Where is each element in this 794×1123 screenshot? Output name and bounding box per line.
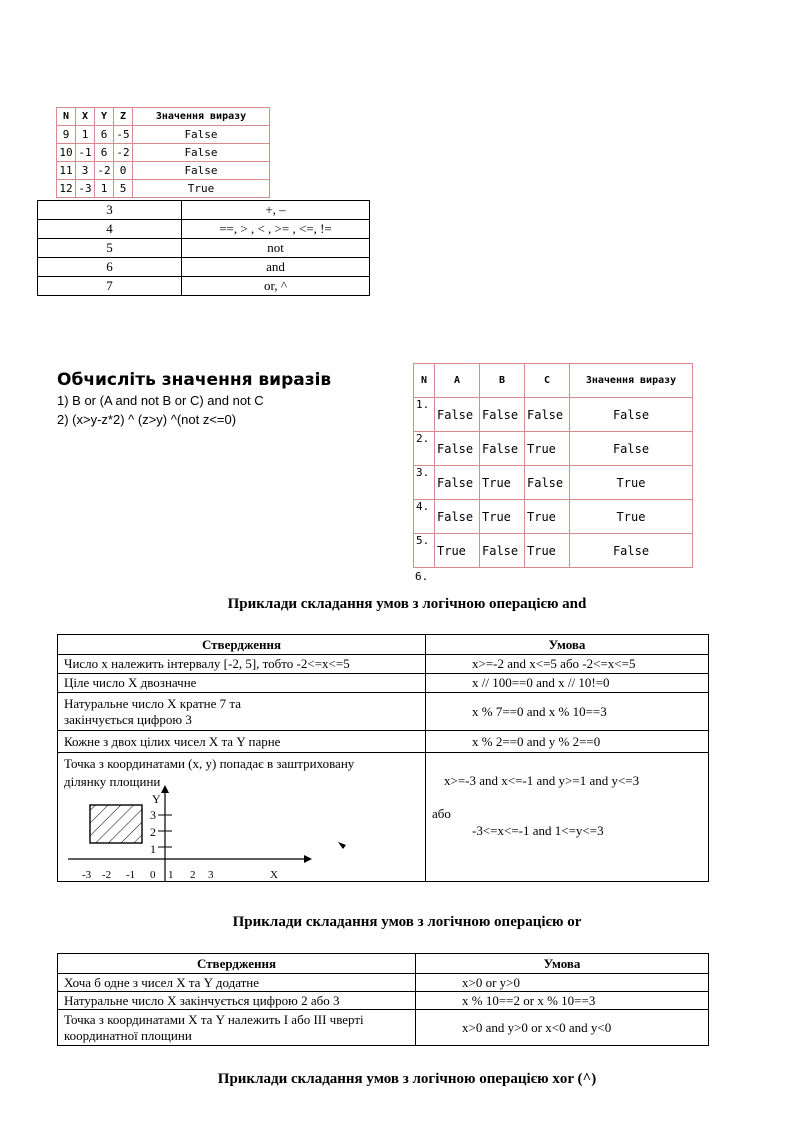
condition-cell: x % 7==0 and x % 10==3 — [426, 693, 709, 731]
x-tick-label: 3 — [208, 869, 214, 881]
x-tick-label: 0 — [150, 869, 156, 881]
table-header-row — [414, 364, 693, 398]
statement-cell: Ціле число X двозначне — [58, 674, 426, 693]
header-c: C — [525, 364, 570, 398]
statement-cell: Натуральне число X закінчується цифрою 2 або 3 — [58, 992, 416, 1010]
or-word: або — [432, 806, 451, 821]
statement-cell: Число x належить інтервалу [-2, 5], тобто -2<=x<=5 — [58, 655, 426, 674]
y-axis-arrow — [161, 785, 169, 793]
cell: 10 — [57, 144, 76, 162]
header-condition: Умова — [416, 954, 709, 974]
cell: True — [525, 432, 570, 466]
cell: False — [570, 432, 693, 466]
expression-1: 1) B or (A and not B or C) and not C — [57, 393, 264, 408]
header-z: Z — [114, 108, 133, 126]
condition-cell: x // 100==0 and x // 10!=0 — [426, 674, 709, 693]
condition-cell: x>0 or y>0 — [416, 974, 709, 992]
cell: False — [480, 398, 525, 432]
priority-level: 6 — [38, 258, 182, 277]
condition-cell-graph — [426, 753, 709, 882]
table-row — [38, 277, 370, 296]
cell: True — [133, 180, 270, 198]
cell: False — [133, 162, 270, 180]
x-tick-label: 1 — [168, 869, 174, 881]
statement-cell-graph — [58, 753, 426, 882]
statement-text: Точка з координатами (x, y) попадає в заштриховану ділянку площини — [64, 756, 355, 789]
cell: False — [570, 534, 693, 568]
table-row — [57, 180, 270, 198]
condition-cell: x % 10==2 or x % 10==3 — [416, 992, 709, 1010]
condition-cell: x>0 and y>0 or x<0 and y<0 — [416, 1010, 709, 1046]
header-x: X — [76, 108, 95, 126]
cell: True — [570, 466, 693, 500]
x-tick-label: -3 — [82, 869, 92, 881]
calc-heading: Обчисліть значення виразів — [57, 370, 332, 390]
table-header-row — [58, 954, 709, 974]
priority-level: 5 — [38, 239, 182, 258]
coordinate-plane-diagram — [58, 753, 426, 881]
y-axis-label: Y — [152, 792, 161, 806]
x-tick-label: -2 — [102, 869, 112, 881]
cell: 0 — [114, 162, 133, 180]
priority-level: 4 — [38, 220, 182, 239]
operators: or, ^ — [182, 277, 370, 296]
hatched-region — [90, 805, 142, 843]
statement-cell: Точка з координатами X та Y належить I або III чверті координатної площини — [58, 1010, 416, 1046]
expression-2: 2) (x>y-z*2) ^ (z>y) ^(not z<=0) — [57, 412, 237, 427]
operator-priority-table — [37, 200, 370, 296]
y-tick-label: 2 — [150, 825, 156, 839]
cell: True — [480, 500, 525, 534]
table-row — [58, 974, 709, 992]
cell: False — [435, 466, 480, 500]
cursor-arrow — [338, 842, 346, 849]
truth-table-xyz — [56, 107, 270, 198]
table-row — [58, 674, 709, 693]
cell: 9 — [57, 126, 76, 144]
header-condition: Умова — [426, 635, 709, 655]
xor-section-title: Приклади складання умов з логічною операцією xor (^) — [217, 1071, 597, 1087]
cell: False — [133, 126, 270, 144]
cell: -2 — [95, 162, 114, 180]
header-statement: Ствердження — [58, 954, 416, 974]
condition-cell: x % 2==0 and y % 2==0 — [426, 731, 709, 753]
cell: False — [133, 144, 270, 162]
header-b: B — [480, 364, 525, 398]
statement-cell — [58, 693, 426, 731]
table-row — [414, 398, 693, 432]
condition-text: -3<=x<=-1 and 1<=y<=3 — [472, 823, 604, 838]
cell: 3 — [76, 162, 95, 180]
cell: 5. — [414, 534, 435, 568]
table-row — [58, 693, 709, 731]
table-row — [38, 201, 370, 220]
cell: -3 — [76, 180, 95, 198]
cell: 1 — [76, 126, 95, 144]
cell: False — [480, 432, 525, 466]
condition-text: x>=-3 and x<=-1 and y>=1 and y<=3 — [444, 773, 640, 788]
table-row — [58, 753, 709, 882]
statement-cell: Хоча б одне з чисел X та Y додатне — [58, 974, 416, 992]
priority-level: 7 — [38, 277, 182, 296]
table-header-row — [57, 108, 270, 126]
statement-cell: Кожне з двох цілих чисел X та Y парне — [58, 731, 426, 753]
priority-level: 3 — [38, 201, 182, 220]
cell: False — [480, 534, 525, 568]
table-row — [414, 466, 693, 500]
table-row — [58, 1010, 709, 1046]
cell: 6 — [95, 144, 114, 162]
cell: 2. — [414, 432, 435, 466]
table-header-row — [58, 635, 709, 655]
cell: 12 — [57, 180, 76, 198]
header-value: Значення виразу — [133, 108, 270, 126]
and-section-title: Приклади складання умов з логічною операцією and — [227, 596, 587, 612]
cell: False — [435, 432, 480, 466]
table-row — [57, 144, 270, 162]
cell: False — [525, 398, 570, 432]
operators: +, – — [182, 201, 370, 220]
cell: True — [525, 500, 570, 534]
cell: True — [525, 534, 570, 568]
or-conditions-table — [57, 953, 709, 1046]
cell: False — [525, 466, 570, 500]
or-section-title: Приклади складання умов з логічною операцією or — [232, 914, 582, 930]
table-row — [58, 655, 709, 674]
cell: 3. — [414, 466, 435, 500]
cell: 6 — [95, 126, 114, 144]
header-n: N — [57, 108, 76, 126]
cell: False — [435, 398, 480, 432]
cell: 5 — [114, 180, 133, 198]
header-value: Значення виразу — [570, 364, 693, 398]
y-tick-label: 1 — [150, 842, 156, 856]
cell: True — [480, 466, 525, 500]
cell: False — [435, 500, 480, 534]
table-row — [58, 731, 709, 753]
cell: -1 — [76, 144, 95, 162]
table-row — [38, 220, 370, 239]
cell: 11 — [57, 162, 76, 180]
cell: -5 — [114, 126, 133, 144]
header-statement: Ствердження — [58, 635, 426, 655]
header-a: A — [435, 364, 480, 398]
and-conditions-table — [57, 634, 709, 882]
cell: 1. — [414, 398, 435, 432]
table-row — [58, 992, 709, 1010]
table-row — [414, 432, 693, 466]
table-row — [414, 534, 693, 568]
table-row — [38, 239, 370, 258]
cell: 1 — [95, 180, 114, 198]
table-row — [57, 162, 270, 180]
table-row — [414, 500, 693, 534]
x-axis-arrow — [304, 855, 312, 863]
x-tick-label: -1 — [126, 869, 136, 881]
cell: False — [570, 398, 693, 432]
table-row — [57, 126, 270, 144]
cell: 4. — [414, 500, 435, 534]
operators: and — [182, 258, 370, 277]
statement-text: Натуральне число X кратне 7 та закінчується цифрою 3 — [64, 695, 242, 727]
condition-cell: x>=-2 and x<=5 або -2<=x<=5 — [426, 655, 709, 674]
header-n: N — [414, 364, 435, 398]
operators: ==, > , < , >= , <=, != — [182, 220, 370, 239]
operators: not — [182, 239, 370, 258]
cell: -2 — [114, 144, 133, 162]
table-row — [38, 258, 370, 277]
x-axis-label: X — [270, 869, 278, 881]
x-tick-label: 2 — [190, 869, 196, 881]
y-tick-label: 3 — [150, 808, 156, 822]
truth-table-abc — [413, 363, 693, 568]
row-number-6: 6. — [415, 570, 429, 583]
cell: True — [570, 500, 693, 534]
header-y: Y — [95, 108, 114, 126]
cell: True — [435, 534, 480, 568]
